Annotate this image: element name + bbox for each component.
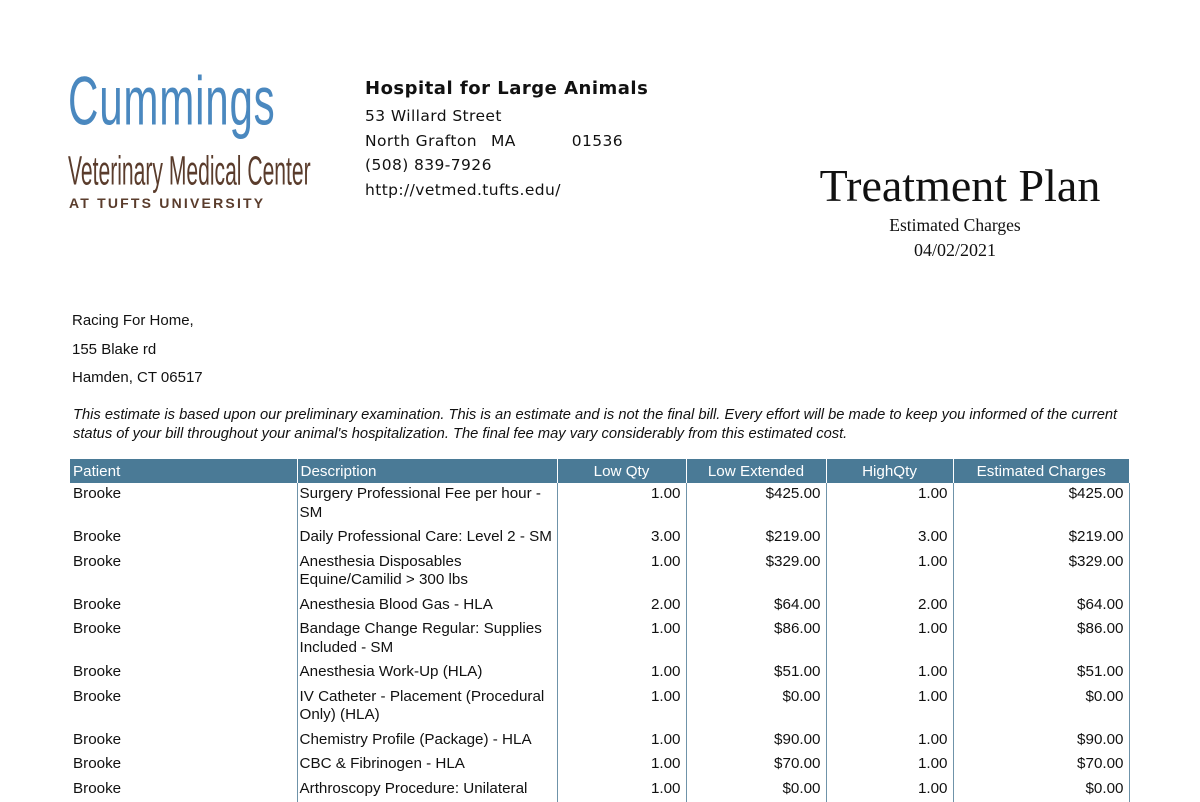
cell-high-qty: 1.00 [826,661,953,686]
document-subtitle: Estimated Charges [780,215,1130,236]
cell-low-qty: 1.00 [557,661,686,686]
document-title: Treatment Plan [790,158,1130,214]
table-row [70,551,1129,594]
cell-patient: Brooke [70,618,297,661]
cell-high-qty: 1.00 [826,778,953,802]
hospital-name: Hospital for Large Animals [365,78,648,99]
cell-low-qty: 1.00 [557,618,686,661]
cell-description: Arthroscopy Procedure: Unilateral [297,778,557,802]
cell-low-qty: 1.00 [557,483,686,526]
cell-low-qty: 1.00 [557,686,686,729]
cell-description: IV Catheter - Placement (Procedural Only) (HLA) [297,686,557,729]
cell-patient: Brooke [70,594,297,619]
table-row [70,686,1129,729]
cell-patient: Brooke [70,483,297,526]
cell-patient: Brooke [70,526,297,551]
cell-description: CBC & Fibrinogen - HLA [297,753,557,778]
client-address-line2: Hamden, CT 06517 [72,369,203,398]
cell-description: Bandage Change Regular: Supplies Included - SM [297,618,557,661]
hospital-phone: (508) 839-7926 [365,156,648,181]
client-address-line1: 155 Blake rd [72,341,203,370]
hospital-zip: 01536 [572,132,623,150]
cell-patient: Brooke [70,778,297,802]
cell-estimated-charges: $219.00 [953,526,1129,551]
header-estimated-charges: Estimated Charges [953,459,1129,483]
cell-low-extended: $329.00 [686,551,826,594]
cell-high-qty: 1.00 [826,729,953,754]
cell-patient: Brooke [70,729,297,754]
cell-low-extended: $51.00 [686,661,826,686]
cell-high-qty: 1.00 [826,483,953,526]
cell-high-qty: 2.00 [826,594,953,619]
cell-high-qty: 1.00 [826,551,953,594]
cell-low-qty: 1.00 [557,551,686,594]
table-row [70,753,1129,778]
client-name: Racing For Home, [72,312,203,341]
cell-low-extended: $0.00 [686,778,826,802]
cell-high-qty: 1.00 [826,753,953,778]
table-header-row [70,459,1129,483]
cell-low-qty: 2.00 [557,594,686,619]
hospital-info [365,78,648,205]
header-patient: Patient [70,459,297,483]
logo-cummings-text: Cummings [68,62,276,141]
cell-estimated-charges: $0.00 [953,778,1129,802]
cummings-logo [68,68,352,213]
table-row [70,778,1129,802]
cell-description: Chemistry Profile (Package) - HLA [297,729,557,754]
cell-low-extended: $219.00 [686,526,826,551]
cell-patient: Brooke [70,753,297,778]
hospital-state: MA [491,132,516,150]
table-row [70,661,1129,686]
charges-table [70,459,1130,802]
hospital-city-line [365,132,648,157]
hospital-street: 53 Willard Street [365,107,648,132]
cell-low-qty: 1.00 [557,753,686,778]
cell-estimated-charges: $329.00 [953,551,1129,594]
cell-low-extended: $70.00 [686,753,826,778]
header-low-extended: Low Extended [686,459,826,483]
cell-patient: Brooke [70,686,297,729]
cell-estimated-charges: $425.00 [953,483,1129,526]
cell-low-qty: 1.00 [557,778,686,802]
cell-low-extended: $64.00 [686,594,826,619]
logo-center-text: Veterinary Medical Center [68,148,311,194]
hospital-city: North Grafton [365,132,477,150]
header-description: Description [297,459,557,483]
cell-estimated-charges: $0.00 [953,686,1129,729]
cell-low-extended: $86.00 [686,618,826,661]
document-header [790,158,1130,261]
cell-low-extended: $0.00 [686,686,826,729]
cell-description: Surgery Professional Fee per hour - SM [297,483,557,526]
cell-low-qty: 1.00 [557,729,686,754]
cell-low-qty: 3.00 [557,526,686,551]
table-row [70,526,1129,551]
hospital-website[interactable]: http://vetmed.tufts.edu/ [365,181,648,206]
table-row [70,729,1129,754]
table-row [70,483,1129,526]
logo-university-text: AT TUFTS UNIVERSITY [69,195,265,211]
cell-estimated-charges: $70.00 [953,753,1129,778]
header-low-qty: Low Qty [557,459,686,483]
document-date: 04/02/2021 [780,240,1130,261]
table-row [70,594,1129,619]
cell-patient: Brooke [70,551,297,594]
cell-high-qty: 3.00 [826,526,953,551]
cell-estimated-charges: $86.00 [953,618,1129,661]
cell-estimated-charges: $90.00 [953,729,1129,754]
cell-high-qty: 1.00 [826,618,953,661]
cell-estimated-charges: $51.00 [953,661,1129,686]
cell-description: Anesthesia Work-Up (HLA) [297,661,557,686]
header-high-qty: HighQty [826,459,953,483]
cell-patient: Brooke [70,661,297,686]
cell-description: Anesthesia Disposables Equine/Camilid > 300 lbs [297,551,557,594]
cell-low-extended: $425.00 [686,483,826,526]
disclaimer-text: This estimate is based upon our preliminary examination. This is an estimate and is not the final bill. Every effort will be made to keep you informed of the current status of your bill throughout your animal's hospitalization. The final fee may vary considerably from this estimated cost. [73,406,1133,444]
cell-estimated-charges: $64.00 [953,594,1129,619]
cell-high-qty: 1.00 [826,686,953,729]
cell-description: Anesthesia Blood Gas - HLA [297,594,557,619]
cell-description: Daily Professional Care: Level 2 - SM [297,526,557,551]
cell-low-extended: $90.00 [686,729,826,754]
client-address [72,312,203,398]
table-row [70,618,1129,661]
